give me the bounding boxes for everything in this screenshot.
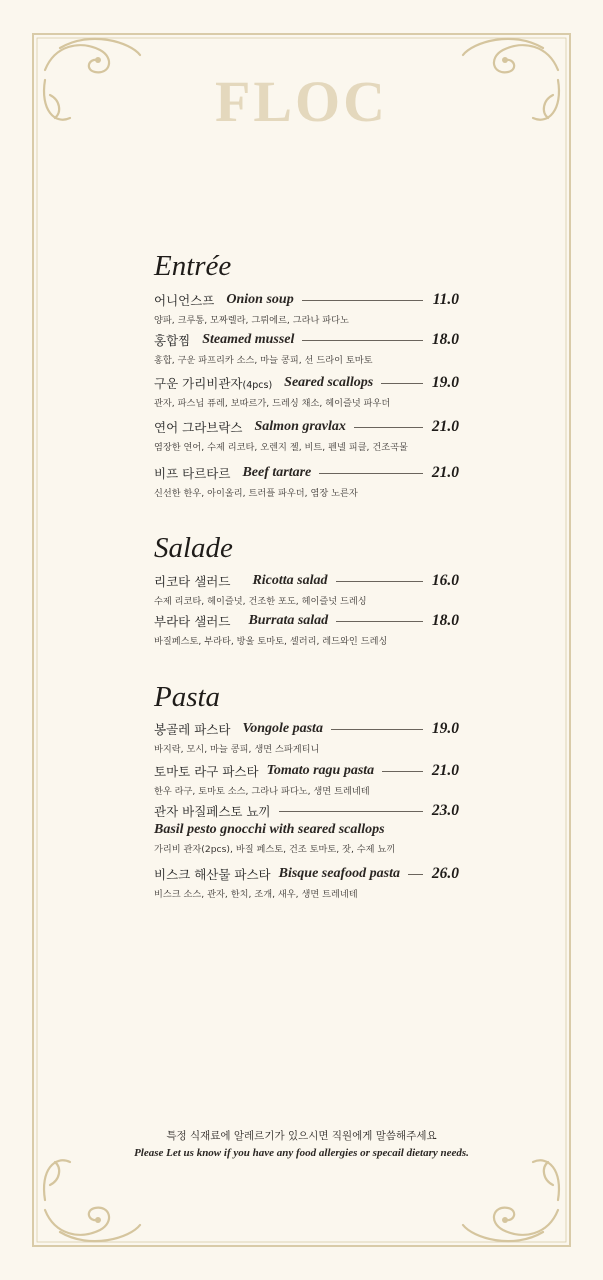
section-title: Pasta xyxy=(154,681,221,713)
item-quantity-note: (4pcs) xyxy=(242,380,273,391)
item-name-ko: 리코타 샐러드 xyxy=(154,574,231,589)
item-name-en: Burrata salad xyxy=(248,613,329,628)
item-name-en: Basil pesto gnocchi with seared scallops xyxy=(154,822,385,837)
item-description: 염장한 연어, 수제 리코타, 오렌지 젤, 비트, 펜넬 피클, 건조곡물 xyxy=(154,442,408,453)
item-name-en: Seared scallops xyxy=(284,375,374,390)
item-description: 관자, 파스닙 퓨레, 보따르가, 드레싱 채소, 헤이즐넛 파우더 xyxy=(154,398,391,409)
item-price: 21.0 xyxy=(431,762,459,779)
leader-line xyxy=(319,473,423,474)
item-name-ko: 부라타 샐러드 xyxy=(154,614,231,629)
leader-line xyxy=(408,874,423,875)
item-name-ko: 봉골레 파스타 xyxy=(154,722,231,737)
menu-item xyxy=(154,612,459,647)
menu-item xyxy=(154,374,459,409)
item-price: 16.0 xyxy=(431,572,459,589)
item-description: 수제 리코타, 헤이즐넛, 건조한 포도, 헤이즐넛 드레싱 xyxy=(154,596,367,607)
item-price: 23.0 xyxy=(431,802,459,819)
item-price: 21.0 xyxy=(431,464,459,481)
item-description: 바질페스토, 부라타, 방울 토마토, 셀러리, 레드와인 드레싱 xyxy=(154,636,388,647)
item-description: 신선한 한우, 아이올리, 트러플 파우더, 염장 노른자 xyxy=(154,488,358,499)
item-description: 가리비 관자(2pcs), 바질 페스토, 건조 토마토, 잣, 수제 뇨끼 xyxy=(154,844,396,855)
menu-item xyxy=(154,762,459,797)
item-name-en: Beef tartare xyxy=(242,465,312,480)
item-price: 18.0 xyxy=(431,331,459,348)
item-price: 21.0 xyxy=(431,418,459,435)
leader-line xyxy=(331,729,423,730)
item-name-en: Salmon gravlax xyxy=(254,419,346,434)
item-name-ko: 어니언스프 xyxy=(154,293,215,308)
item-name-ko: 비스크 해산물 파스타 xyxy=(154,867,271,882)
menu-item xyxy=(154,865,459,900)
item-description: 바지락, 모시, 마늘 콩피, 생면 스파게티니 xyxy=(154,744,320,755)
item-name-ko: 연어 그라브락스 xyxy=(154,420,243,435)
item-name-ko: 홍합찜 xyxy=(154,333,191,348)
item-name-ko: 관자 바질페스토 뇨끼 xyxy=(154,804,271,819)
item-name-en: Onion soup xyxy=(226,292,294,307)
item-name-en: Vongole pasta xyxy=(242,721,323,736)
menu-item xyxy=(154,802,459,855)
item-price: 18.0 xyxy=(431,612,459,629)
leader-line xyxy=(336,581,424,582)
menu-item xyxy=(154,572,459,607)
item-price: 11.0 xyxy=(432,291,459,308)
item-price: 19.0 xyxy=(431,374,459,391)
menu-item xyxy=(154,291,459,326)
item-price: 26.0 xyxy=(431,865,459,882)
section-title: Entrée xyxy=(154,250,232,282)
allergy-notice xyxy=(0,1128,603,1159)
item-name-en: Bisque seafood pasta xyxy=(278,866,400,881)
item-description: 한우 라구, 토마토 소스, 그라나 파다노, 생면 트레네테 xyxy=(154,786,370,797)
leader-line xyxy=(354,427,423,428)
allergy-notice-en: Please Let us know if you have any food allergies or specail dietary needs. xyxy=(134,1147,469,1159)
item-description: 양파, 크루통, 모짜렐라, 그뤼에르, 그라나 파다노 xyxy=(154,315,349,326)
leader-line xyxy=(302,300,423,301)
item-name-en: Tomato ragu pasta xyxy=(266,763,375,778)
item-name-ko: 비프 타르타르 xyxy=(154,466,231,481)
leader-line xyxy=(279,811,423,812)
leader-line xyxy=(336,621,423,622)
item-price: 19.0 xyxy=(431,720,459,737)
leader-line xyxy=(302,340,423,341)
menu-item xyxy=(154,720,459,755)
leader-line xyxy=(381,383,423,384)
allergy-notice-ko: 특정 식재료에 알레르기가 있으시면 직원에게 말씀해주세요 xyxy=(166,1130,437,1142)
section-title: Salade xyxy=(154,532,233,564)
restaurant-logo: FLOC xyxy=(214,69,389,134)
menu-item xyxy=(154,464,459,499)
item-description: 비스크 소스, 관자, 한치, 조개, 새우, 생면 트레네테 xyxy=(154,889,358,900)
item-name-ko: 구운 가리비관자(4pcs) xyxy=(154,376,273,391)
item-name-en: Steamed mussel xyxy=(202,332,295,347)
menu-item xyxy=(154,418,459,453)
menu-item xyxy=(154,331,459,366)
leader-line xyxy=(382,771,423,772)
item-name-en: Ricotta salad xyxy=(252,573,328,588)
item-name-ko: 토마토 라구 파스타 xyxy=(154,764,259,779)
item-description: 홍합, 구운 파프리카 소스, 마늘 콩피, 선 드라이 토마토 xyxy=(154,355,373,366)
